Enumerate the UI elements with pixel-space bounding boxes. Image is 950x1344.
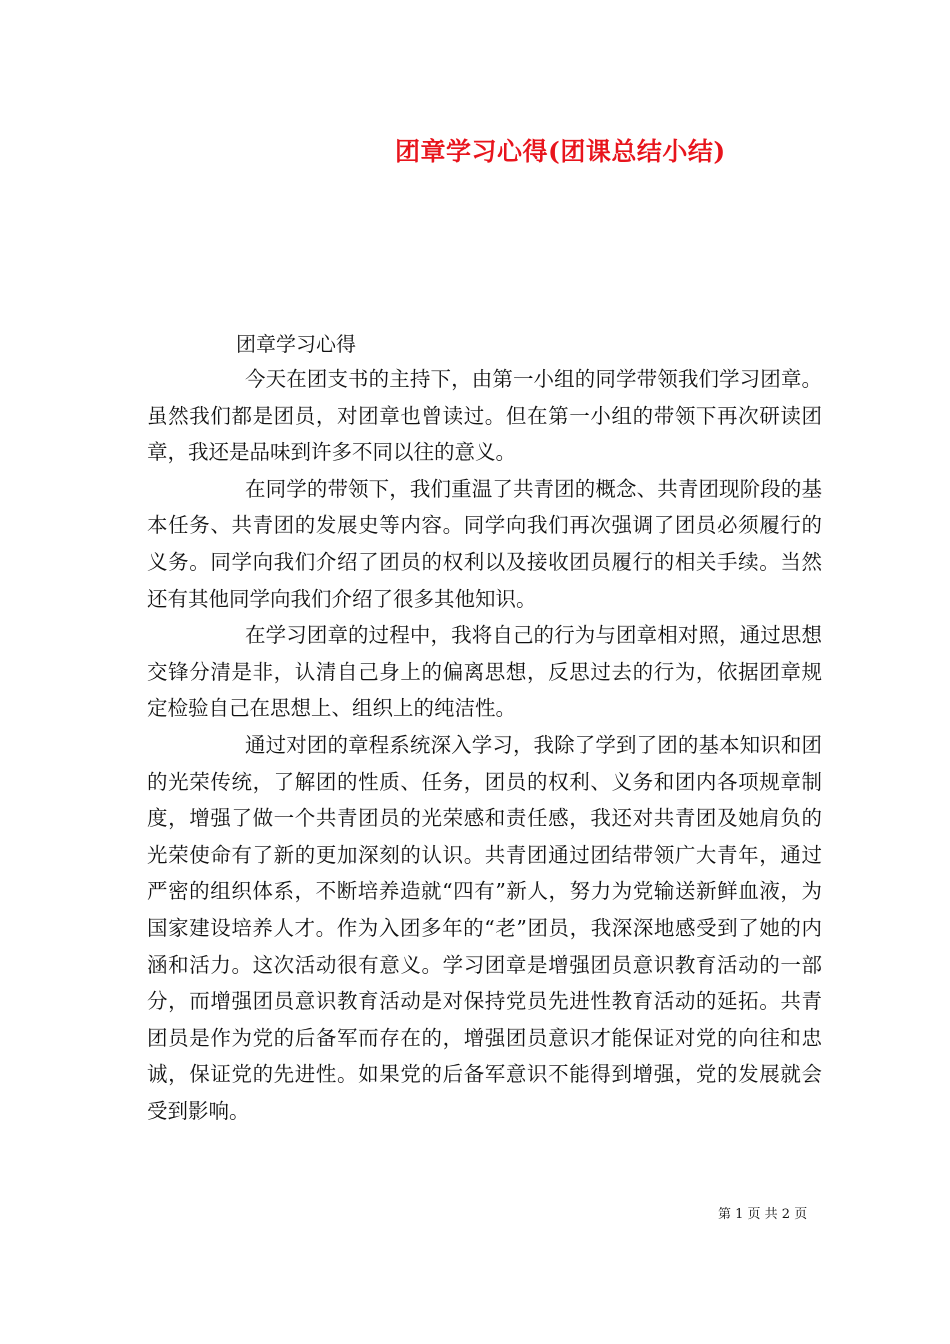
- paragraph-2: 在同学的带领下，我们重温了共青团的概念、共青团现阶段的基本任务、共青团的发展史等内容。同学向我们再次强调了团员必须履行的义务。同学向我们介绍了团员的权利以及接收团员履行的相关手续。当然还有其他同学向我们介绍了很多其他知识。: [147, 476, 822, 611]
- paragraph-1: 今天在团支书的主持下，由第一小组的同学带领我们学习团章。虽然我们都是团员，对团章也曾读过。但在第一小组的带领下再次研读团章，我还是品味到许多不同以往的意义。: [147, 367, 822, 465]
- document-title: 团章学习心得(团课总结小结): [395, 137, 726, 166]
- paragraph-3: 在学习团章的过程中，我将自己的行为与团章相对照，通过思想交锋分清是非，认清自己身上的偏离思想，反思过去的行为，依据团章规定检验自己在思想上、组织上的纯洁性。: [147, 623, 822, 721]
- paragraph-4: 通过对团的章程系统深入学习，我除了学到了团的基本知识和团的光荣传统，了解团的性质、任务，团员的权利、义务和团内各项规章制度，增强了做一个共青团员的光荣感和责任感，我还对共青团及她肩负的光荣使命有了新的更加深刻的认识。共青团通过团结带领广大青年，通过严密的组织体系，不断培养造就“四有”新人，努力为党输送新鲜血液，为国家建设培养人才。作为入团多年的“老”团员，我深深地感受到了她的内涵和活力。这次活动很有意义。学习团章是增强团员意识教育活动的一部分，而增强团员意识教育活动是对保持党员先进性教育活动的延拓。共青团员是作为党的后备军而存在的，增强团员意识才能保证对党的向往和忠诚，保证党的先进性。如果党的后备军意识不能得到增强，党的发展就会受到影响。: [147, 732, 822, 1123]
- document-body: [147, 361, 822, 1129]
- section-subtitle: 团章学习心得: [236, 332, 356, 356]
- page-number-footer: 第 1 页 共 2 页: [718, 1207, 808, 1222]
